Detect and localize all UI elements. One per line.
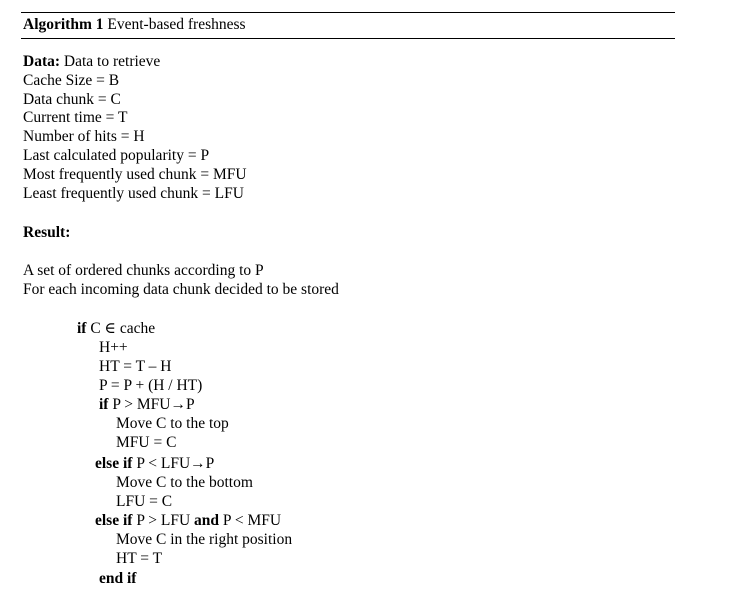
result-line-ordered-chunks: A set of ordered chunks according to P [23, 262, 264, 279]
code-move-right-position: Move C in the right position [116, 531, 293, 548]
algorithm-top-rule [21, 12, 675, 13]
code-else-if-between [95, 512, 281, 530]
data-description: Data to retrieve [63, 53, 161, 70]
code-reset-hit-time: HT = T [116, 550, 163, 567]
code-move-top: Move C to the top [116, 415, 229, 432]
keyword-if: if [99, 396, 109, 413]
condition-above-lfu: P > LFU [136, 512, 191, 529]
algorithm-caption [23, 16, 246, 34]
code-if-cache [77, 320, 155, 338]
data-label: Data: [23, 53, 61, 70]
keyword-else-if: else if [95, 512, 133, 529]
data-line-lfu: Least frequently used chunk = LFU [23, 185, 244, 202]
algorithm-number: Algorithm 1 [23, 16, 104, 33]
result-line-each-incoming: For each incoming data chunk decided to be stored [23, 281, 339, 298]
code-else-if-below-lfu [95, 455, 214, 473]
code-update-popularity: P = P + (H / HT) [99, 377, 203, 394]
keyword-and: and [194, 512, 220, 529]
algorithm-title: Event-based freshness [107, 16, 246, 33]
condition-below-mfu: P < MFU [222, 512, 282, 529]
data-line-current-time: Current time = T [23, 109, 128, 126]
code-hit-time: HT = T – H [99, 358, 172, 375]
data-line-mfu: Most frequently used chunk = MFU [23, 166, 247, 183]
code-if-above-mfu [99, 396, 195, 414]
condition-above-mfu: P > MFU→P [112, 396, 195, 413]
keyword-else-if: else if [95, 455, 133, 472]
code-end-if: end if [99, 570, 137, 587]
code-increment-hits: H++ [99, 339, 128, 356]
data-line-cache-size: Cache Size = B [23, 72, 120, 89]
code-set-mfu: MFU = C [116, 434, 177, 451]
code-move-bottom: Move C to the bottom [116, 474, 253, 491]
algorithm-caption-rule [21, 38, 675, 39]
code-set-lfu: LFU = C [116, 493, 173, 510]
result-label: Result: [23, 224, 71, 241]
data-line-popularity: Last calculated popularity = P [23, 147, 210, 164]
condition-in-cache: C ∈ cache [90, 320, 156, 337]
data-line-number-of-hits: Number of hits = H [23, 128, 145, 145]
data-line-data-chunk: Data chunk = C [23, 91, 121, 108]
data-heading-line [23, 53, 160, 71]
keyword-if: if [77, 320, 87, 337]
condition-below-lfu: P < LFU→P [136, 455, 215, 472]
